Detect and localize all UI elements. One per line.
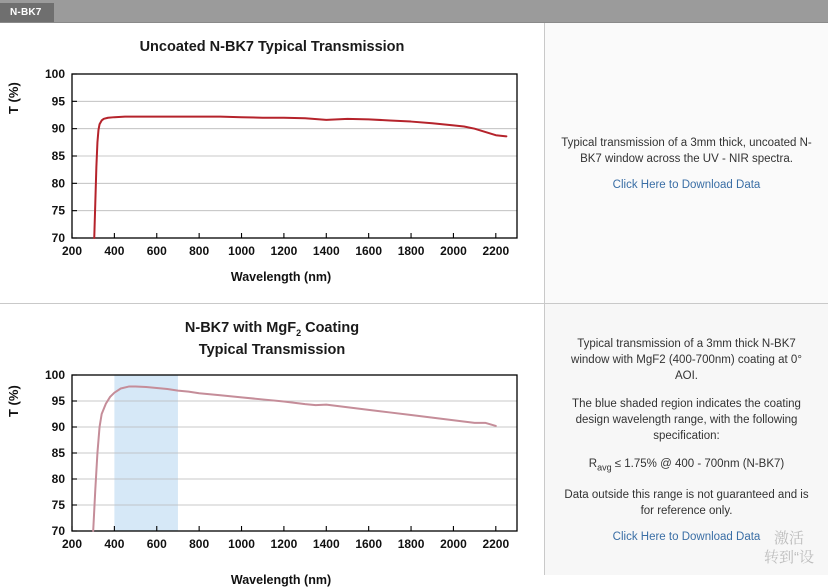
- description-mgf2-3: Data outside this range is not guaranteed and is for reference only.: [564, 489, 809, 518]
- chart-svg-uncoated: [0, 64, 545, 264]
- chart-uncoated: [0, 23, 545, 303]
- chart-title-mgf2-line2: Typical Transmission: [198, 341, 346, 358]
- svg-text:85: 85: [51, 445, 65, 460]
- chart-title-mgf2-line1: N-BK7 with MgF$_2$ Coating: [184, 320, 360, 338]
- tab-n-bk7[interactable]: N-BK7: [0, 3, 54, 22]
- svg-text:600: 600: [146, 244, 167, 258]
- x-axis-label-uncoated: Wavelength (nm): [230, 270, 332, 284]
- description-uncoated: Typical transmission of a 3mm thick, uncoated N-BK7 window across the UV - NIR spectra.: [561, 137, 812, 165]
- svg-text:75: 75: [51, 497, 65, 512]
- watermark-line2: 转到“设: [764, 549, 814, 566]
- svg-text:75: 75: [51, 203, 65, 218]
- chart-title-uncoated: Uncoated N-BK7 Typical Transmission: [139, 39, 405, 55]
- svg-text:400: 400: [104, 536, 125, 551]
- svg-text:70: 70: [51, 523, 65, 538]
- plot-area-mgf2: [0, 367, 544, 567]
- svg-text:1400: 1400: [312, 244, 340, 258]
- chart-svg-mgf2: [0, 367, 545, 557]
- svg-text:80: 80: [51, 176, 65, 191]
- description-col-mgf2: [545, 304, 828, 575]
- panel-mgf2: [0, 304, 828, 587]
- watermark-line1: 激活: [773, 530, 804, 547]
- svg-text:70: 70: [51, 231, 65, 245]
- spec-mgf2: [589, 456, 785, 475]
- svg-text:1800: 1800: [397, 536, 425, 551]
- svg-text:100: 100: [44, 67, 65, 81]
- svg-text:85: 85: [51, 149, 65, 163]
- spec-symbol: R: [588, 457, 598, 470]
- chart-mgf2: [0, 304, 545, 587]
- svg-text:90: 90: [51, 419, 65, 434]
- svg-text:200: 200: [61, 536, 83, 551]
- spec-subscript: avg: [597, 462, 612, 473]
- svg-text:1800: 1800: [397, 244, 425, 258]
- tab-bar: [0, 0, 828, 23]
- svg-text:600: 600: [146, 536, 167, 551]
- svg-text:2200: 2200: [482, 536, 510, 551]
- svg-text:800: 800: [189, 244, 210, 258]
- description-col-uncoated: [545, 23, 828, 303]
- plot-area-uncoated: [0, 64, 544, 264]
- y-axis-label-uncoated: T (%): [6, 82, 21, 114]
- svg-text:95: 95: [51, 94, 65, 109]
- svg-text:400: 400: [104, 244, 125, 258]
- download-data-link-mgf2[interactable]: Click Here to Download Data: [612, 531, 761, 544]
- svg-text:1600: 1600: [355, 244, 383, 258]
- svg-text:200: 200: [61, 244, 83, 258]
- svg-text:2000: 2000: [440, 536, 467, 551]
- svg-text:2000: 2000: [440, 244, 467, 258]
- description-mgf2-1: Typical transmission of a 3mm thick N-BK7 window with MgF2 (400-700nm) coating at 0° AOI.: [571, 337, 802, 382]
- y-axis-label-mgf2: T (%): [6, 385, 21, 417]
- svg-text:800: 800: [189, 536, 210, 551]
- svg-text:90: 90: [51, 121, 65, 136]
- download-data-link-uncoated[interactable]: Click Here to Download Data: [612, 179, 761, 191]
- svg-text:1000: 1000: [228, 536, 255, 551]
- svg-text:1600: 1600: [355, 536, 383, 551]
- svg-text:1400: 1400: [312, 536, 340, 551]
- svg-text:1000: 1000: [228, 244, 255, 258]
- svg-text:1200: 1200: [270, 244, 298, 258]
- x-axis-label-mgf2: Wavelength (nm): [230, 572, 332, 587]
- svg-text:80: 80: [51, 471, 65, 486]
- svg-text:95: 95: [51, 393, 65, 408]
- panel-uncoated: [0, 23, 828, 304]
- description-mgf2-2: The blue shaded region indicates the coating design wavelength range, with the following specification:: [572, 397, 801, 442]
- spec-value: ≤ 1.75% @ 400 - 700nm (N-BK7): [611, 457, 785, 470]
- svg-text:100: 100: [44, 367, 65, 382]
- svg-text:1200: 1200: [270, 536, 298, 551]
- svg-text:2200: 2200: [482, 244, 510, 258]
- chart-title-mgf2: [0, 304, 544, 359]
